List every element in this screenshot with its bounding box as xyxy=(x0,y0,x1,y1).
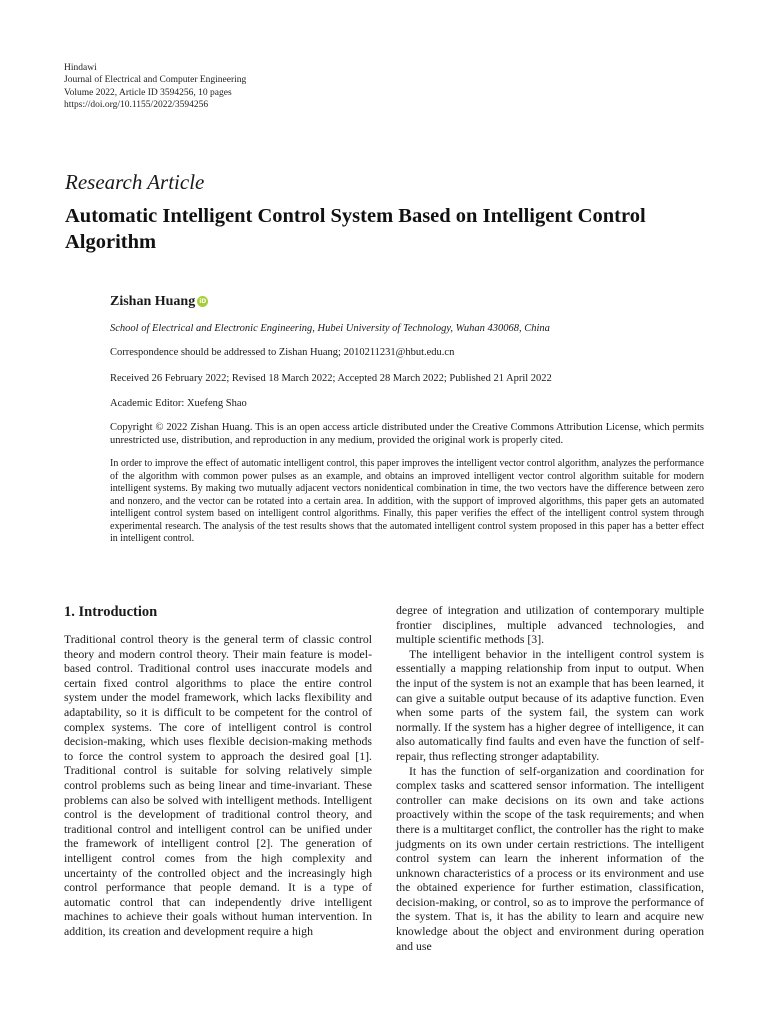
academic-editor: Academic Editor: Xuefeng Shao xyxy=(110,398,247,409)
journal-name: Journal of Electrical and Computer Engineering xyxy=(64,75,247,86)
paragraph: The intelligent behavior in the intelligent control system is essentially a mapping relationship from input to output. When the input of the system is not an example that has been learned, it can give a suitable output because of its adaptive function. Even when some parts of the system fail, the system can work normally. If the system has a higher degree of intelligence, it can also automatically find faults and even have the function of self-repair, thus reflecting stronger adaptability. xyxy=(396,646,704,763)
orcid-icon[interactable]: iD xyxy=(199,297,207,305)
publication-dates: Received 26 February 2022; Revised 18 March 2022; Accepted 28 March 2022; Published 21 April 2022 xyxy=(110,373,552,384)
copyright-notice: Copyright © 2022 Zishan Huang. This is an open access article distributed under the Creative Commons Attribution License, which permits unrestricted use, distribution, and reproduction in any medium, provided the original work is properly cited. xyxy=(110,422,704,447)
correspondence: Correspondence should be addressed to Zishan Huang; 2010211231@hbut.edu.cn xyxy=(110,347,455,358)
doi-link[interactable]: https://doi.org/10.1155/2022/3594256 xyxy=(64,100,209,111)
volume-info: Volume 2022, Article ID 3594256, 10 pages xyxy=(64,87,232,98)
paragraph: Traditional control theory is the general term of classic control theory and modern control theory. Their main feature is model-based control. Traditional control uses inaccurate models and certain fixed control algorithms to place the entire control system under the model framework, which lacks flexibility and adaptability, so it is difficult to be competent for the control of complex systems. The core of intelligent control is control decision-making, which uses flexible decision-making methods to force the control system to approach the desired goal [1]. Traditional control is suitable for solving relatively simple control problems such as being linear and time-invariant. These problems can also be solved with intelligent methods. Intelligent control is the development of traditional control theory, and traditional control and intelligent control can be unified under the framework of intelligent control [2]. The generation of intelligent control comes from the high complexity and uncertainty of the controlled object and the increasingly high control performance that people demand. It is a type of automatic control that can independently drive intelligent machines to achieve their goals without human intervention. In addition, its creation and development require a high xyxy=(64,632,372,938)
abstract: In order to improve the effect of automatic intelligent control, this paper improves the intelligent vector control algorithm, analyzes the performance of the algorithm with common power pulses as an example, and obtains an improved intelligent vector control algorithm suitable for modern intelligent systems. By making two mutually adjacent vectors nonidentical combination in time, the two vectors have the difference between zero and nonzero, and the vector can be rotated into a certain area. In addition, with the support of improved algorithms, this paper gets an automated intelligent control system based on intelligent control algorithms. Finally, this paper verifies the effect of the intelligent control system through experimental research. The analysis of the test results shows that the automated intelligent control system proposed in this paper has a better effect in intelligent control. xyxy=(110,458,704,544)
article-type: Research Article xyxy=(65,170,205,194)
author-name: Zishan Huang xyxy=(110,294,196,309)
right-column xyxy=(396,603,704,953)
author-line xyxy=(110,294,710,310)
paragraph: It has the function of self-organization and coordination for complex tasks and scattered sensor information. The intelligent controller can make decisions on its own and take actions proactively within the scope of the task requirements; and when there is a multitarget conflict, the controller has the right to make judgments on its own under certain restrictions. The intelligent control system can learn the inherent information of the unknown characteristics of a process or its environment and use the obtained experience for further estimation, classification, decision-making, or control, so as to improve the performance of the system. That is, it has the ability to learn and acquire new knowledge about the object and environment during operation and use xyxy=(396,763,704,953)
section-heading: 1. Introduction xyxy=(64,604,158,620)
journal-header xyxy=(64,62,246,112)
paper-title: Automatic Intelligent Control System Based on Intelligent Control Algorithm xyxy=(65,205,646,253)
paragraph: degree of integration and utilization of contemporary multiple frontier disciplines, multiple advanced technologies, and multiple scientific methods [3]. xyxy=(396,603,704,647)
left-column xyxy=(64,632,372,938)
affiliation: School of Electrical and Electronic Engineering, Hubei University of Technology, Wuhan 430068, China xyxy=(110,323,550,334)
publisher-name: Hindawi xyxy=(64,63,97,73)
